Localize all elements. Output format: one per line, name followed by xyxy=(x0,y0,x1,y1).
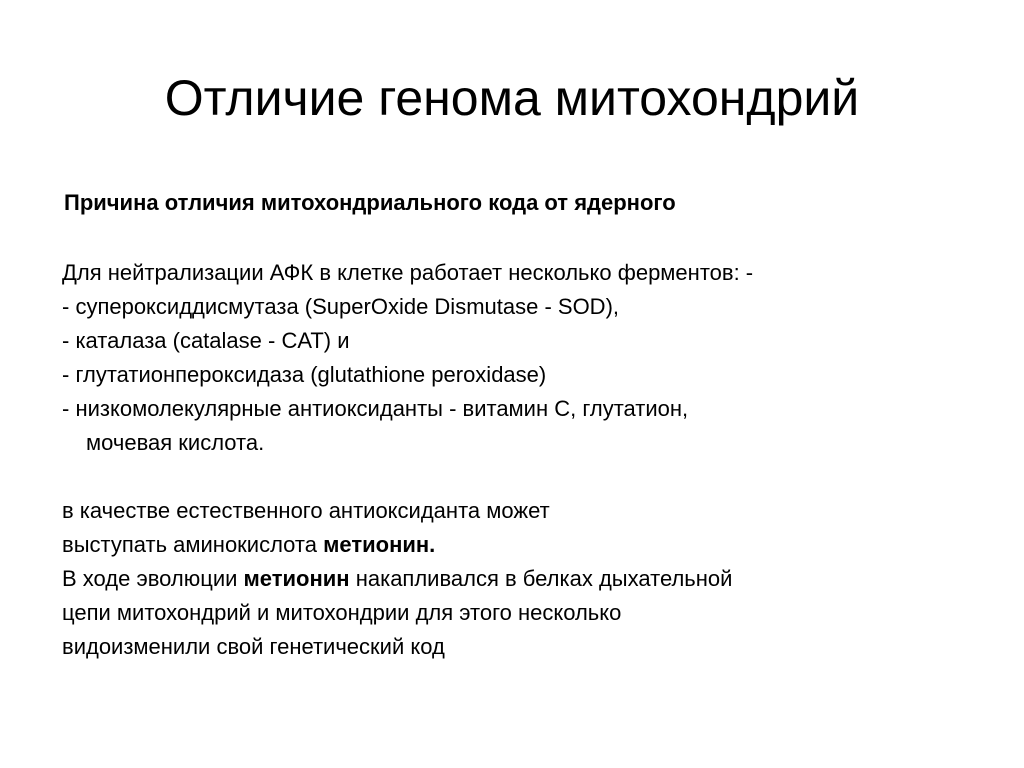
enzyme-item: - супероксиддисмутаза (SuperOxide Dismutase - SOD), xyxy=(62,294,620,319)
methionine-term: метионин xyxy=(243,566,350,591)
enzyme-item: - низкомолекулярные антиоксиданты - витамин С, глутатион, xyxy=(62,396,689,421)
antioxidant-line-2 xyxy=(62,528,753,562)
slide-body xyxy=(62,256,753,664)
enzyme-item: - глутатионпероксидаза (glutathione peroxidase) xyxy=(62,362,547,387)
evolution-line-3: видоизменили свой генетический код xyxy=(62,634,445,659)
antioxidant-line-1: в качестве естественного антиоксиданта может xyxy=(62,498,550,523)
enzyme-item-continuation: мочевая кислота. xyxy=(86,430,265,455)
slide-title: Отличие генома митохондрий xyxy=(164,70,860,126)
enzymes-intro: Для нейтрализации АФК в клетке работает несколько ферментов: - xyxy=(62,260,754,285)
antioxidant-line-2-text: выступать аминокислота xyxy=(62,532,324,557)
slide-subtitle: Причина отличия митохондриального кода от ядерного xyxy=(64,190,676,215)
evolution-line-2: цепи митохондрий и митохондрии для этого несколько xyxy=(62,600,622,625)
enzyme-item: - каталаза (catalase - CAT) и xyxy=(62,328,350,353)
methionine-term: метионин. xyxy=(323,532,436,557)
evolution-line-1-suffix: накапливался в белках дыхательной xyxy=(349,566,733,591)
evolution-line-1 xyxy=(62,562,753,596)
paragraph-gap xyxy=(62,460,753,494)
evolution-line-1-prefix: В ходе эволюции xyxy=(62,566,244,591)
